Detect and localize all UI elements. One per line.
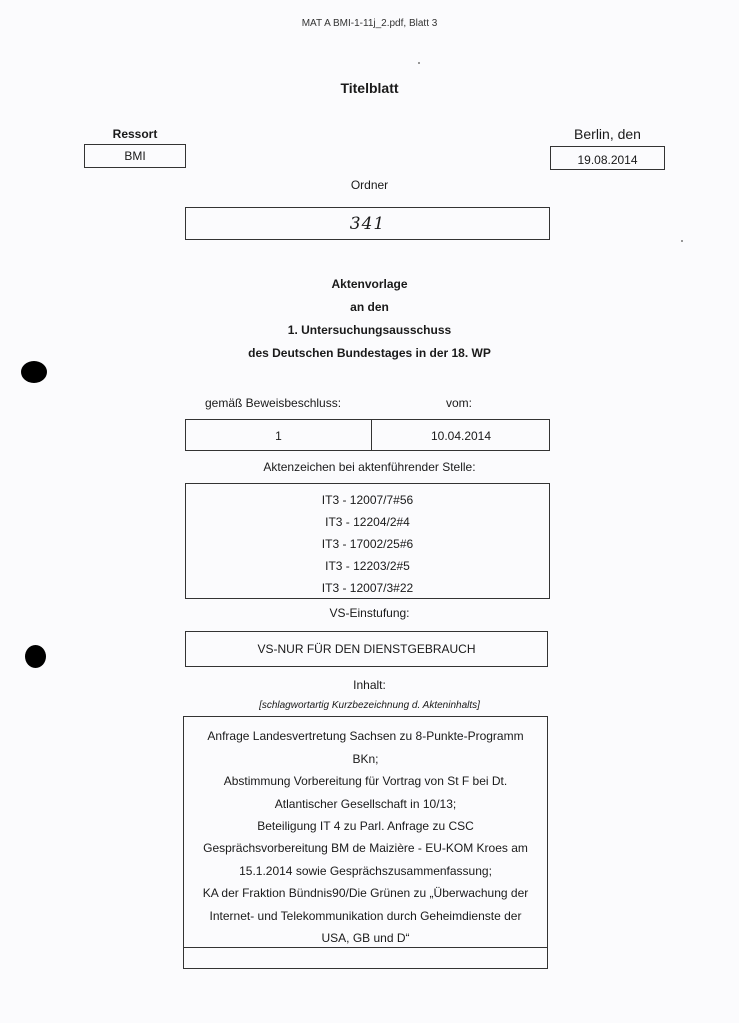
aktenzeichen-item: IT3 - 12007/3#22 bbox=[321, 581, 414, 595]
inhalt-label: Inhalt: bbox=[353, 678, 386, 692]
page-header: MAT A BMI-1-11j_2.pdf, Blatt 3 bbox=[301, 18, 438, 29]
aktenzeichen-box bbox=[185, 483, 550, 599]
date-box bbox=[550, 146, 665, 170]
vom-label: vom: bbox=[446, 396, 473, 410]
inhalt-line: Internet- und Telekommunikation durch Geheimdienste der bbox=[209, 909, 522, 923]
inhalt-divider bbox=[184, 947, 547, 948]
inhalt-sublabel: [schlagwortartig Kurzbezeichnung d. Akteninhalts] bbox=[259, 700, 480, 711]
beweisbeschluss-box bbox=[185, 419, 550, 451]
inhalt-line: Atlantischer Gesellschaft in 10/13; bbox=[274, 797, 457, 811]
scan-speck bbox=[418, 62, 420, 64]
aktenzeichen-item: IT3 - 12203/2#5 bbox=[325, 559, 410, 573]
aktenvorlage-line-3: 1. Untersuchungsausschuss bbox=[287, 323, 452, 337]
aktenvorlage-line-4: des Deutschen Bundestages in der 18. WP bbox=[248, 346, 491, 360]
aktenvorlage-line-2: an den bbox=[350, 300, 389, 314]
inhalt-line: 15.1.2014 sowie Gesprächszusammenfassung; bbox=[239, 864, 492, 878]
ordner-value: 341 bbox=[349, 213, 386, 234]
ordner-label: Ordner bbox=[350, 178, 389, 192]
aktenzeichen-item: IT3 - 12007/7#56 bbox=[321, 493, 414, 507]
inhalt-line: Beteiligung IT 4 zu Parl. Anfrage zu CSC bbox=[257, 819, 474, 833]
inhalt-line: KA der Fraktion Bündnis90/Die Grünen zu „Überwachung der bbox=[202, 886, 529, 900]
place-date-label: Berlin, den bbox=[574, 126, 641, 142]
vs-einstufung-label: VS-Einstufung: bbox=[329, 606, 410, 620]
inhalt-line: BKn; bbox=[352, 752, 379, 766]
vs-einstufung-box bbox=[185, 631, 548, 667]
beweisbeschluss-date: 10.04.2014 bbox=[430, 429, 492, 443]
beweisbeschluss-number: 1 bbox=[275, 429, 282, 443]
date-value: 19.08.2014 bbox=[577, 153, 638, 167]
punch-hole-lower bbox=[25, 645, 46, 668]
aktenzeichen-item: IT3 - 12204/2#4 bbox=[325, 515, 410, 529]
page-title: Titelblatt bbox=[340, 80, 399, 96]
punch-hole-upper bbox=[21, 361, 47, 383]
inhalt-line: Abstimmung Vorbereitung für Vortrag von St F bei Dt. bbox=[223, 774, 508, 788]
aktenzeichen-label: Aktenzeichen bei aktenführender Stelle: bbox=[263, 460, 476, 474]
inhalt-line: USA, GB und D“ bbox=[321, 931, 410, 945]
inhalt-line: Anfrage Landesvertretung Sachsen zu 8-Punkte-Programm bbox=[207, 729, 524, 743]
ressort-value: BMI bbox=[124, 149, 146, 163]
inhalt-box bbox=[183, 716, 548, 969]
vs-einstufung-value: VS-NUR FÜR DEN DIENSTGEBRAUCH bbox=[257, 642, 476, 656]
beweisbeschluss-label: gemäß Beweisbeschluss: bbox=[205, 396, 342, 410]
inhalt-line: Gesprächsvorbereitung BM de Maizière - EU-KOM Kroes am bbox=[203, 841, 528, 855]
ordner-box bbox=[185, 207, 550, 240]
aktenvorlage-line-1: Aktenvorlage bbox=[331, 277, 408, 291]
ressort-box bbox=[84, 144, 186, 168]
scan-speck bbox=[681, 240, 683, 242]
ressort-label: Ressort bbox=[112, 127, 158, 141]
aktenzeichen-item: IT3 - 17002/25#6 bbox=[321, 537, 414, 551]
